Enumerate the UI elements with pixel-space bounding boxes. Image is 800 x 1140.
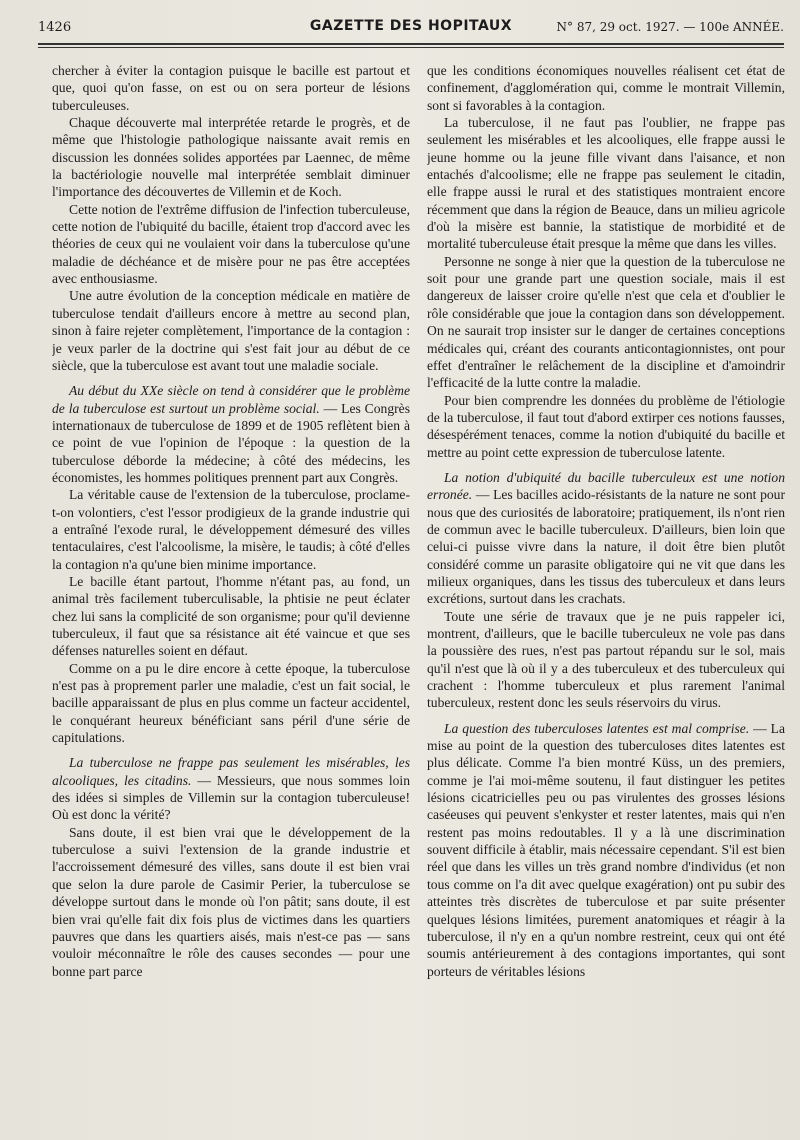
paragraph	[52, 824, 410, 980]
paragraph-text: Une autre évolution de la conception médicale en matière de tuberculose tendait d'ailleurs encore à mettre au second plan, sinon à faire rejeter complètement, l'importance de la contagion : je veux parler de la doctrine qui s'est fait jour au début de ce siècle, que la tuberculose est avant tout une maladie sociale.	[52, 288, 410, 373]
page-number: 1426	[38, 20, 72, 35]
paragraph-text: Sans doute, il est bien vrai que le développement de la tuberculose a suivi l'extension de la grande industrie et l'accroissement démesuré des villes, sans doute il est bien vrai que selon la dure parole de Casimir Perier, la tuberculose se développe surtout dans le monde où l'on pâtit; sans doute, il est bien vrai qu'elle fait dix fois plus de victimes dans les quartiers pauvres que dans les quartiers aisés, mais n'est-ce pas — sans vouloir méconnaître le rôle des causes secondes — pour une bonne part parce	[52, 824, 410, 979]
paragraph	[52, 660, 410, 747]
paragraph	[427, 608, 785, 712]
paragraph-text: Personne ne songe à nier que la question de la tuberculose ne soit pour une grande part une question sociale, mais il est dangereux de laisser croire qu'elle n'est que cela et d'oublier le rôle considérable que joue la contagion dans son développement. On ne saurait trop insister sur le danger de certaines conceptions médicales qui, créant des courants anticontagionnistes, ont pour effet d'entraîner le relâchement de la discipline et d'amoindrir l'efficacité de la lutte contre la maladie.	[427, 253, 785, 391]
paragraph-text: que les conditions économiques nouvelles réalisent cet état de confinement, d'agglomération qui, comme le montrait Villemin, sont si favorables à la contagion.	[427, 63, 785, 113]
paragraph-text: Comme on a pu le dire encore à cette époque, la tuberculose n'est pas à proprement parler une maladie, c'est un fait social, le bacille apparaissant de plus en plus comme un facteur accidentel, le conquérant heureux bénéficiant sans péril d'une série de capitulations.	[52, 660, 410, 746]
paragraph-text: La tuberculose, il ne faut pas l'oublier, ne frappe pas seulement les misérables et les alcooliques, elle frappe aussi le jeune homme ou la jeune fille vivant dans l'aisance, et non entachés d'alcoolisme; elle ne frappe pas seulement le citadin, elle frappe aussi le rural et des statistiques montraient encore récemment que dans la région de Beauce, dans un milieu agricole d'où la misère est bannie, la statistique de morbidité et de mortalité tuberculeuse était presque la même que dans les villes.	[427, 115, 785, 252]
section-heading: La notion d'ubiquité du bacille tuberculeux est une notion erronée.	[427, 469, 785, 503]
paragraph-text: Chaque découverte mal interprétée retarde le progrès, et de même que l'histologie pathologique naissante avait remis en discussion les données solides apportées par Laennec, de même la bactériologie nouvelle mal interprétée semblait diminuer l'importance des découvertes de Villemin et de Koch.	[52, 115, 410, 200]
header-rule-thin	[38, 47, 784, 48]
paragraph	[52, 62, 410, 114]
section-heading: La tuberculose ne frappe pas seulement les misérables, les alcooliques, les citadins.	[52, 755, 410, 788]
paragraph	[427, 62, 785, 114]
issue-info: N° 87, 29 oct. 1927. — 100e ANNÉE.	[556, 20, 784, 34]
paragraph-text: Le bacille étant partout, l'homme n'étant pas, au fond, un animal très facilement tuberculisable, la phtisie ne peut éclater chez lui sans la complicité de son organisme; pour qu'il devienne tuberculeux, il faut que sa résistance ait été vaincue et que ses défenses naturelles soient en défaut.	[52, 573, 410, 659]
paragraph	[52, 486, 410, 573]
header-rule-thick	[38, 43, 784, 45]
paragraph	[52, 201, 410, 288]
paragraph-text: — Les bacilles acido-résistants de la nature ne sont pour nous que des curiosités de laboratoire; pratiquement, ils n'ont rien de commun avec le bacille tuberculeux. D'ailleurs, bien loin que celui-ci puisse vivre dans la nature, il doit être bien plutôt considéré comme un parasite obligatoire qui ne vit que dans les milieux organiques, dans les tissus des tuberculeux et dans leurs excrétions, surtout dans les crachats.	[427, 487, 785, 607]
section-heading: Au début du XXe siècle on tend à considérer que le problème de la tuberculose est surtout un problème social.	[52, 383, 410, 416]
paragraph-text: chercher à éviter la contagion puisque le bacille est partout et que, quoi qu'on fasse, on est ou on sera porteur de lésions tuberculeuses.	[52, 63, 410, 113]
paragraph	[52, 382, 410, 486]
paragraph	[427, 392, 785, 461]
paragraph-text: — Messieurs, que nous sommes loin des idées si simples de Villemin sur la contagion tuberculeuse! Où est donc la vérité?	[52, 772, 410, 823]
paragraph	[52, 287, 410, 374]
paragraph-text: — Les Congrès internationaux de tuberculose de 1899 et de 1905 reflètent bien à ce point de vue l'opinion de l'époque : la question de la tuberculose déborde la médecine; à côté des médecins, les économistes, les hommes politiques prennent part aux Congrès.	[52, 400, 410, 485]
paragraph	[52, 114, 410, 201]
paragraph	[52, 754, 410, 823]
paragraph	[52, 573, 410, 660]
paragraph-text: La véritable cause de l'extension de la tuberculose, proclame-t-on volontiers, c'est l'essor prodigieux de la grande industrie qui a entraîné l'exode rural, le développement démesuré des villes tentaculaires, c'est l'alcoolisme, la misère, le taudis; à côté d'elles la contagion n'a qu'une bien minime importance.	[52, 487, 410, 572]
paragraph	[427, 114, 785, 253]
paragraph-text: Cette notion de l'extrême diffusion de l'infection tuberculeuse, cette notion de l'ubiquité du bacille, étaient trop d'accord avec les théories de ceux qui ne voulaient voir dans la tuberculose qu'une maladie de déchéance et de misère pour ne pas être acceptées avec enthousiasme.	[52, 201, 410, 287]
left-column	[52, 62, 410, 1132]
paragraph	[427, 469, 785, 608]
paragraph	[427, 253, 785, 392]
page-header	[38, 18, 784, 40]
paragraph-text: — La mise au point de la question des tuberculoses dites latentes est plus délicate. Comme l'a bien montré Küss, un des premiers, comme je l'ai moi-même soutenu, il faut distinguer les petites lésions cicatricielles peu ou pas virulentes des grosses lésions caséeuses qui peuvent s'enkyster et rester latentes, mais qui n'en restent pas moins redoutables. Il y a là une discrimination souvent difficile à établir, mais nécessaire cependant. S'il est bien réel que dans les villes un très grand nombre d'individus (et non tous comme on l'a dit avec quelque exagération) ont pu subir des atteintes très discrètes de tuberculose et par suite présenter quelques lésions limitées, purement anatomiques et réagir à la tuberculose, il n'y en a qu'un nombre restreint, ceux qui ont été soumis antérieurement à des contagions importantes, qui sont porteurs de véritables lésions	[427, 720, 785, 979]
section-heading: La question des tuberculoses latentes est mal comprise.	[444, 720, 750, 736]
paragraph-text: Pour bien comprendre les données du problème de l'étiologie de la tuberculose, il faut tout d'abord extirper ces notions fausses, désespérément tenaces, comme la notion d'ubiquité du bacille et mettre au point cette expression de tuberculose latente.	[427, 392, 785, 460]
paragraph	[427, 720, 785, 980]
right-column	[427, 62, 785, 1132]
paragraph-text: Toute une série de travaux que je ne puis rappeler ici, montrent, d'ailleurs, que le bacille tuberculeux ne vole pas dans la poussière des rues, n'est pas partout répandu sur le sol, mais qu'il n'est que là où il y a des tuberculeux et des tuberculeux qui crachent : l'homme tuberculeux et plus rarement l'animal tuberculeux, restent donc les seuls réservoirs du virus.	[427, 608, 785, 711]
journal-title: GAZETTE DES HOPITAUX	[309, 18, 513, 34]
